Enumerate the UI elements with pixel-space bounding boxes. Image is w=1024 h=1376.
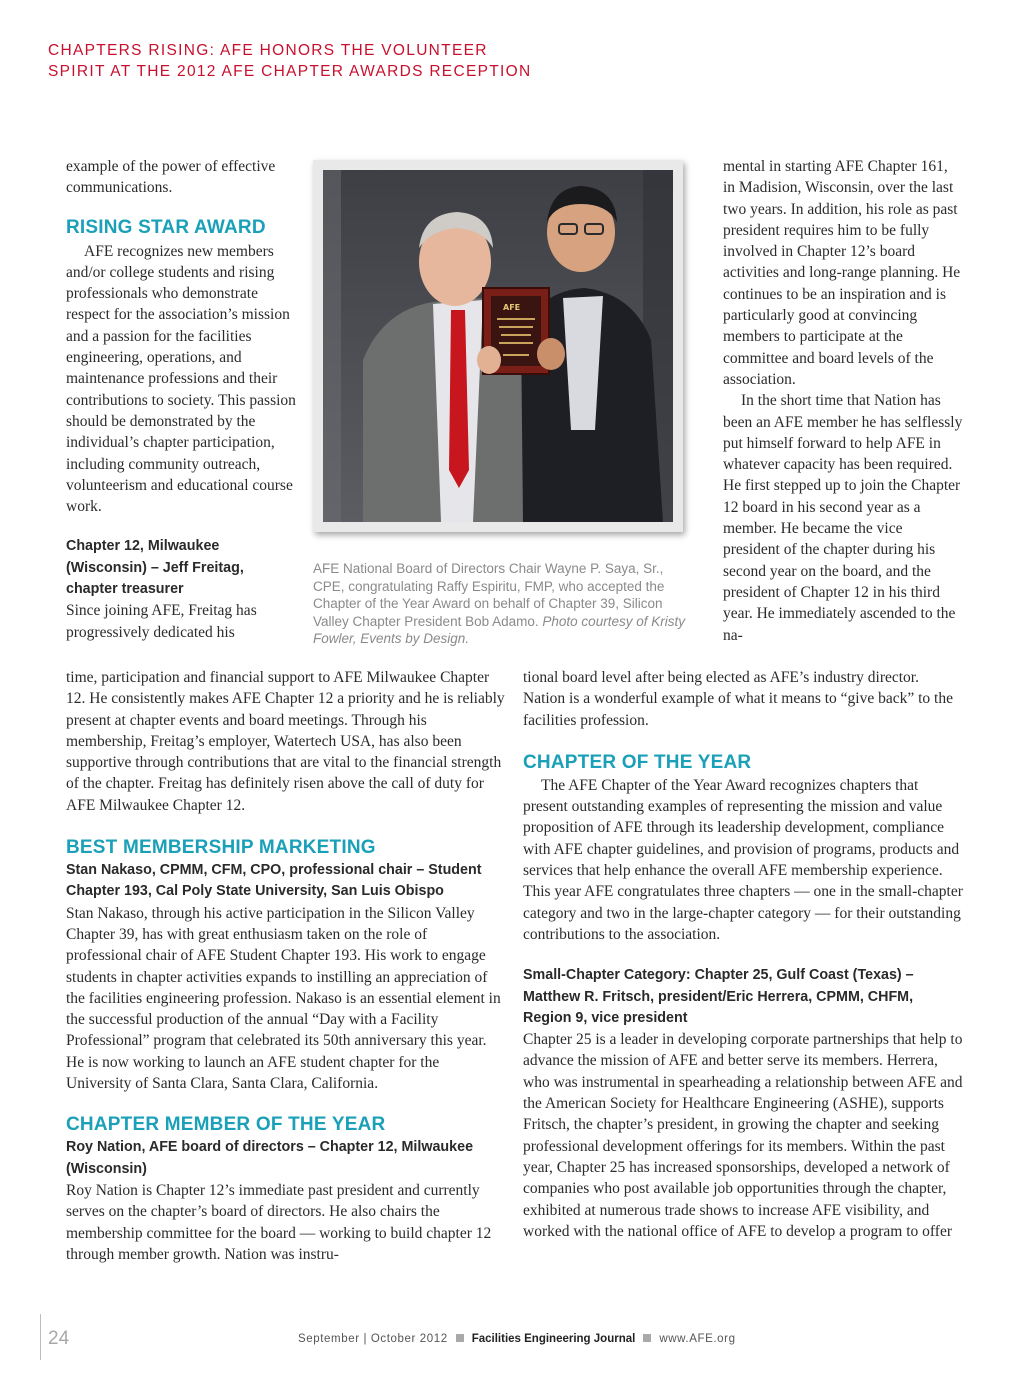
award-photo-illustration: [323, 170, 673, 522]
caption-text: AFE National Board of Directors Chair Wayne P. Saya, Sr., CPE, congratulating Raffy Espiritu, FMP, who accepted the Chapter of the Year Award on behalf of Chapter 39, Silicon Valley Chapter President Bob Adamo.: [313, 561, 665, 629]
chapter-member-heading: CHAPTER MEMBER OF THE YEAR: [66, 1114, 386, 1136]
nation-subheading: Roy Nation, AFE board of directors – Chapter 12, Milwaukee (Wisconsin): [66, 1139, 474, 1177]
chapter12-sub-line2: (Wisconsin) – Jeff Freitag,: [66, 559, 244, 576]
best-membership-heading: BEST MEMBERSHIP MARKETING: [66, 837, 376, 859]
footer-separator-square: [456, 1334, 464, 1342]
footer-separator-square: [643, 1334, 651, 1342]
chapter12-para-line2: progressively dedicated his: [66, 623, 235, 641]
nation-service-continued: tional board level after being elected as AFE’s industry director. Nation is a wonderful example of what it means to “give back” to the facilities profession.: [523, 669, 953, 729]
kicker-line-2: SPIRIT AT THE 2012 AFE CHAPTER AWARDS RECEPTION: [48, 63, 532, 80]
chapter12-sub-line1: Chapter 12, Milwaukee: [66, 538, 220, 555]
article-kicker: [48, 40, 668, 82]
page-footer: [0, 1326, 1024, 1356]
intro-paragraph: example of the power of effective communications.: [66, 158, 276, 197]
right-narrow-column: [723, 156, 963, 646]
right-wide-column: [523, 667, 963, 1242]
footer-issue: September | October 2012: [298, 1333, 448, 1345]
chapter12-sub-line3: chapter treasurer: [66, 581, 184, 598]
photo-caption: [313, 560, 688, 648]
footer-url[interactable]: www.AFE.org: [659, 1333, 736, 1345]
nation-paragraph: Roy Nation is Chapter 12’s immediate past president and currently serves on the chapter’s board of directors. He also chairs the membership committee for the board — working to build chapter 12 through member growth. Nation was instru-: [66, 1181, 492, 1263]
nation-service-paragraph: In the short time that Nation has been an AFE member he has selflessly put himself forward to help AFE in whatever capacity has been required. He first stepped up to join the Chapter 12 board in his second year as a member. He became the vice president of the chapter during his second year on the board, and the president of Chapter 12 in his third year. He immediately ascended to the na-: [723, 392, 963, 644]
footer-publication-line: [298, 1333, 736, 1345]
nakaso-paragraph: Stan Nakaso, through his active participation in the Silicon Valley Chapter 39, has with great enthusiasm taken on the role of professional chair of AFE Student Chapter 193. His work to engage students in chapter activities expands to instilling an appreciation of the facilities engineering profession. Nakaso is an essential element in the successful production of the annual “Day with a Facility Professional” program that celebrated its 50th anniversary this year. He is now working to launch an AFE student chapter for the University of Santa Clara, Santa Clara, California.: [66, 904, 501, 1093]
page-number: 24: [48, 1328, 70, 1349]
award-photo-frame: [313, 160, 683, 532]
chapter12-paragraph: time, participation and financial support to AFE Milwaukee Chapter 12. He consistently makes AFE Chapter 12 a priority and he is reliably present at chapter events and board meetings. Through his membership, Freitag’s employer, Watertech USA, has also been supportive through contributions that are vital to the financial strength of the chapter. Freitag has definitely risen above the call of duty for AFE Milwaukee Chapter 12.: [66, 669, 505, 814]
caption-credit: Photo courtesy of Kristy Fowler, Events by Design.: [313, 613, 685, 646]
nakaso-subheading: Stan Nakaso, CPMM, CFM, CPO, professional chair – Student Chapter 193, Cal Poly State University, San Luis Obispo: [66, 862, 482, 900]
small-chapter-subheading: Small-Chapter Category: Chapter 25, Gulf Coast (Texas) – Matthew R. Fritsch, president/Eric Herrera, CPMM, CHFM, Region 9, vice president: [523, 967, 914, 1026]
nation-continued-paragraph: mental in starting AFE Chapter 161, in Madision, Wisconsin, over the last two years. In addition, his role as past president requires him to be fully involved in Chapter 12’s board activities and long-range planning. He continues to be an inspiration and is particularly good at convincing members to participate at the committee and board levels of the association.: [723, 158, 961, 388]
chapter12-subheading: [66, 536, 296, 600]
small-chapter-paragraph: Chapter 25 is a leader in developing corporate partnerships that help to advance the mission of AFE and better serve its members. Herrera, who was instrumental in spearheading a relationship between AFE and the American Society for Healthcare Engineering (ASHE), supports Fritsch, the chapter’s president, in growing the chapter and seeking professional development offerings for its members. Within the past year, Chapter 25 has increased sponsorships, developed a network of companies who post available job opportunities through the chapter, exhibited at numerous trade shows to increase AFE visibility, and worked with the national office of AFE to develop a program to offer: [523, 1031, 963, 1240]
left-wide-column: [66, 667, 506, 1265]
chapter-of-year-heading: CHAPTER OF THE YEAR: [523, 751, 752, 773]
footer-journal: Facilities Engineering Journal: [471, 1333, 636, 1345]
chapter12-para-line1: Since joining AFE, Freitag has: [66, 602, 257, 620]
plaque-logo: AFE: [503, 303, 521, 312]
rising-star-heading: RISING STAR AWARD: [66, 216, 266, 238]
rising-star-paragraph: AFE recognizes new members and/or college students and rising professionals who demonstrate respect for the association’s mission and a passion for the facilities engineering, operations, and maintenance professions and their contributions to society. This passion should be demonstrated by the individual’s chapter participation, including community outreach, volunteerism and educational course work.: [66, 242, 296, 516]
page-number-rule: [40, 1314, 41, 1360]
left-narrow-column: [66, 156, 296, 643]
award-photo: [323, 170, 673, 522]
kicker-line-1: CHAPTERS RISING: AFE HONORS THE VOLUNTEER: [48, 42, 488, 59]
chapter-of-year-paragraph: The AFE Chapter of the Year Award recognizes chapters that present outstanding examples of representing the mission and value proposition of AFE through its leadership development, compliance with AFE chapter guidelines, and provision of programs, products and services that help enhance the overall AFE membership experience. This year AFE congratulates three chapters — one in the small-chapter category and two in the large-chapter category — for their outstanding contributions to the association.: [523, 776, 963, 943]
